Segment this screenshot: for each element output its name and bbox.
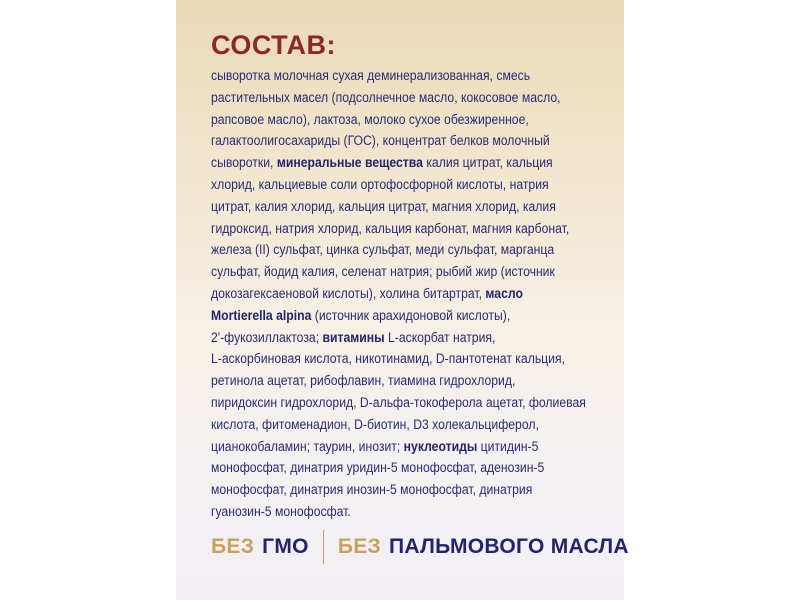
text-segment: сульфат, йодид калия, селенат натрия; рыбий жир (источник <box>211 264 555 281</box>
text-line <box>211 240 607 262</box>
text-segment: рапсовое масло), лактоза, молоко сухое обезжиренное, <box>211 111 529 128</box>
text-segment: растительных масел (подсолнечное масло, кокосовое масло, <box>211 89 561 106</box>
text-line <box>211 502 607 524</box>
text-line <box>211 306 607 328</box>
text-line <box>211 328 607 350</box>
no-palm-oil-prefix: БЕЗ <box>337 535 381 558</box>
text-line <box>211 88 607 110</box>
text-segment: хлорид, кальциевые соли ортофосфорной кислоты, натрия <box>211 176 549 193</box>
text-segment: L-аскорбиновая кислота, никотинамид, D-пантотенат кальция, <box>211 351 565 368</box>
no-gmo-prefix: БЕЗ <box>211 535 255 558</box>
text-line <box>211 219 607 241</box>
text-segment: кислота, фитоменадион, D-биотин, D3 холекальциферол, <box>211 416 539 433</box>
text-segment: докозагексаеновой кислоты), холина битартрат, <box>211 285 483 302</box>
footer-divider <box>323 530 324 564</box>
text-line <box>211 131 607 153</box>
claims-footer <box>211 530 629 564</box>
vitamins-label: витамины <box>322 329 385 346</box>
text-segment: ретинола ацетат, рибофлавин, тиамина гидрохлорид, <box>211 373 516 390</box>
text-line <box>211 197 607 219</box>
text-line <box>211 415 607 437</box>
text-segment: монофосфат, динатрия уридин-5 монофосфат, аденозин-5 <box>211 460 545 477</box>
text-segment: гуанозин-5 монофосфат. <box>211 503 351 520</box>
text-segment: (источник арахидоновой кислоты), <box>314 307 511 324</box>
text-segment: галактоолигосахариды (ГОС), концентрат белков молочный <box>211 133 550 150</box>
text-segment: железа (II) сульфат, цинка сульфат, меди сульфат, марганца <box>211 242 555 259</box>
no-gmo-label: ГМО <box>262 535 309 558</box>
text-line <box>211 175 607 197</box>
text-segment: цитрат, калия хлорид, кальция цитрат, магния хлорид, калия <box>211 198 556 215</box>
minerals-label: минеральные вещества <box>276 155 423 172</box>
text-line <box>211 262 607 284</box>
text-segment: сыворотка молочная сухая деминерализованная, смесь <box>211 68 531 84</box>
text-segment: цианокобаламин; таурин, инозит; <box>211 438 401 455</box>
composition-heading: СОСТАВ: <box>211 30 336 60</box>
text-segment: 2'-фукозиллактоза; <box>211 329 320 346</box>
text-segment: цитидин-5 <box>480 438 539 455</box>
oil-label: масло <box>485 285 523 302</box>
mortierella-label: Mortierella alpina <box>211 307 312 324</box>
text-line <box>211 110 607 132</box>
text-line <box>211 66 607 88</box>
text-line <box>211 393 607 415</box>
nucleotides-label: нуклеотиды <box>403 438 478 455</box>
text-line <box>211 480 607 502</box>
text-line <box>211 153 607 175</box>
text-segment: монофосфат, динатрия инозин-5 монофосфат, динатрия <box>211 482 533 499</box>
text-line <box>211 349 607 371</box>
text-line <box>211 458 607 480</box>
text-segment: пиридоксин гидрохлорид, D-альфа-токоферола ацетат, фолиевая <box>211 394 586 411</box>
text-line <box>211 437 607 459</box>
text-segment: L-аскорбат натрия, <box>387 329 496 346</box>
text-segment: сыворотки, <box>211 155 274 172</box>
text-segment: калия цитрат, кальция <box>426 155 553 172</box>
composition-text <box>211 66 607 524</box>
text-line <box>211 371 607 393</box>
no-palm-oil-label: ПАЛЬМОВОГО МАСЛА <box>388 535 629 558</box>
text-line <box>211 284 607 306</box>
text-segment: гидроксид, натрия хлорид, кальция карбонат, магния карбонат, <box>211 220 570 237</box>
